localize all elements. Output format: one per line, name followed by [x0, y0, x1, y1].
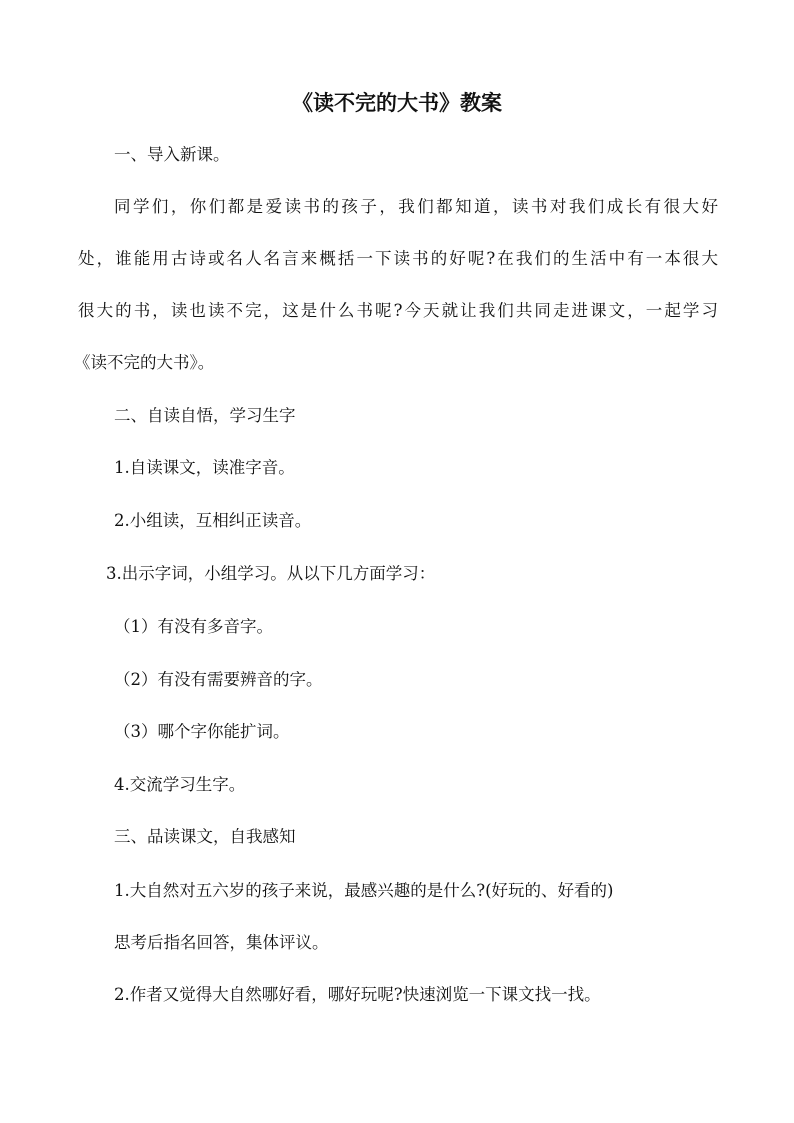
list-item: （1）有没有多音字。	[114, 617, 273, 636]
list-item: 2.作者又觉得大自然哪好看，哪好玩呢?快速浏览一下课文找一找。	[114, 985, 601, 1004]
document-title: 《读不完的大书》教案	[292, 90, 502, 115]
list-item: 4.交流学习生字。	[114, 775, 246, 794]
list-item: 3.出示字词，小组学习。从以下几方面学习：	[106, 564, 436, 583]
list-item: （2）有没有需要辨音的字。	[114, 670, 323, 689]
paragraph-line-2: 处，谁能用古诗或名人名言来概括一下读书的好呢?在我们的生活中有一本很大	[78, 249, 718, 268]
section-heading-1: 一、导入新课。	[114, 145, 230, 164]
list-item: 2.小组读，互相纠正读音。	[114, 511, 312, 530]
section-heading-3: 三、品读课文，自我感知	[114, 827, 296, 846]
paragraph-line-3: 很大的书，读也读不完，这是什么书呢?今天就让我们共同走进课文，一起学习	[78, 301, 718, 320]
list-item: 思考后指名回答，集体评议。	[114, 933, 329, 952]
paragraph-line-1: 同学们，你们都是爱读书的孩子，我们都知道，读书对我们成长有很大好	[114, 197, 718, 216]
paragraph-line-4: 《读不完的大书》。	[74, 353, 215, 372]
list-item: 1.自读课文，读准字音。	[114, 458, 295, 477]
list-item: 1.大自然对五六岁的孩子来说，最感兴趣的是什么?(好玩的、好看的)	[114, 881, 614, 900]
section-heading-2: 二、自读自悟，学习生字	[114, 406, 296, 425]
list-item: （3）哪个字你能扩词。	[114, 722, 290, 741]
